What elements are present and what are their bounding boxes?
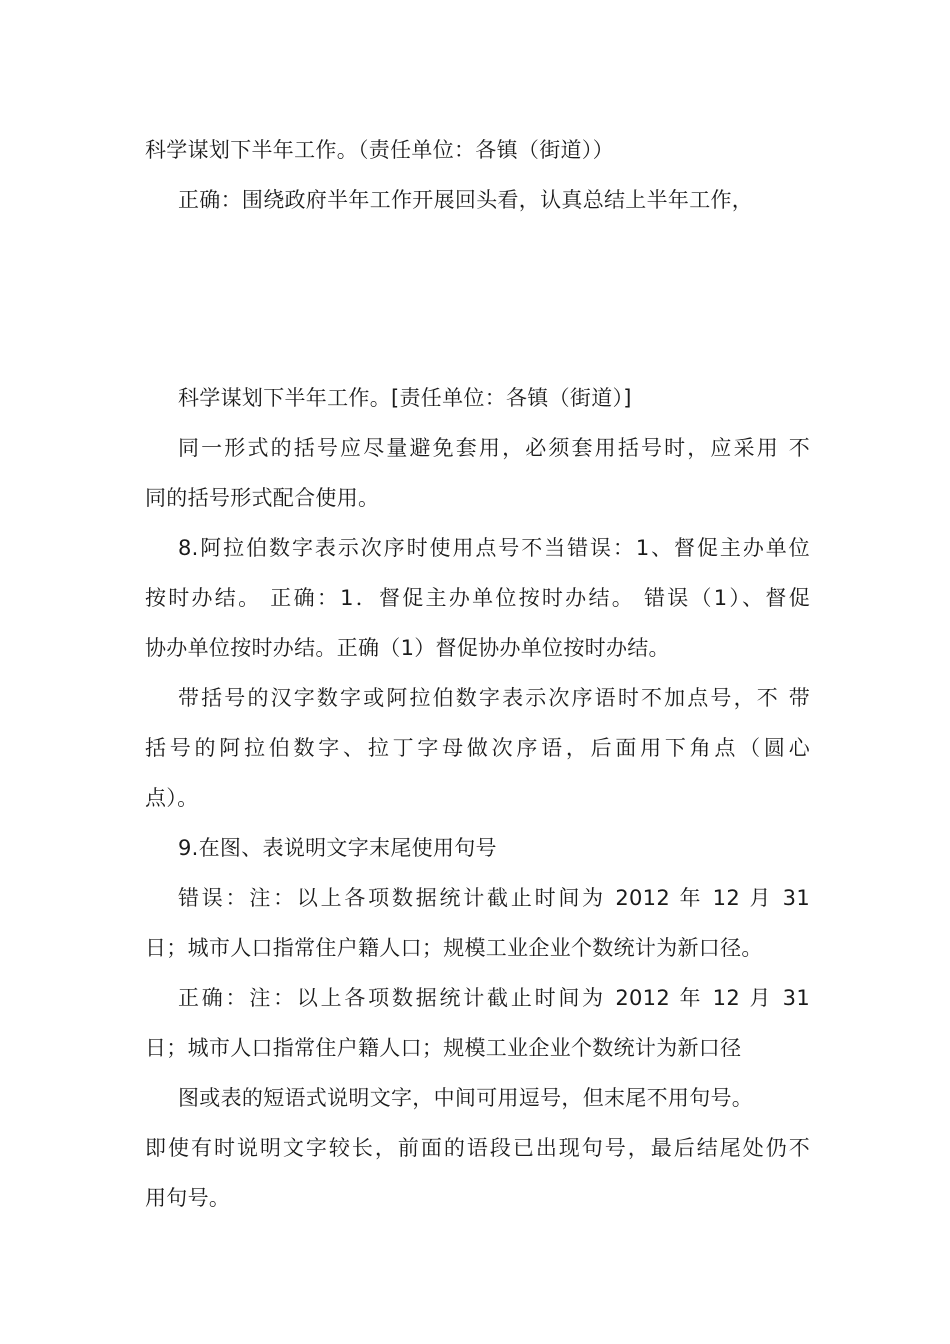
text-line: 同一形式的括号应尽量避免套用，必须套用括号时，应采用 不 [178, 436, 810, 460]
text-line: 带括号的汉字数字或阿拉伯数字表示次序语时不加点号，不 带 [178, 686, 810, 710]
text-line: 正确：围绕政府半年工作开展回头看，认真总结上半年工作， [178, 188, 754, 212]
text-line: 错误：注：以上各项数据统计截止时间为 2012 年 12 月 31 [178, 886, 810, 910]
text-line: 点）。 [145, 786, 199, 810]
text-line: 日；城市人口指常住户籍人口；规模工业企业个数统计为新口径 [145, 1036, 742, 1060]
text-line: 同的括号形式配合使用。 [145, 486, 380, 510]
text-line: 括号的阿拉伯数字、拉丁字母做次序语，后面用下角点（圆心 [145, 736, 810, 760]
text-line: 日；城市人口指常住户籍人口；规模工业企业个数统计为新口径。 [145, 936, 763, 960]
text-line: 用句号。 [145, 1186, 231, 1210]
text-line: 科学谋划下半年工作。（责任单位：各镇（街道）） [145, 138, 614, 162]
text-line: 即使有时说明文字较长，前面的语段已出现句号，最后结尾处仍不 [145, 1136, 810, 1160]
text-line: 8.阿拉伯数字表示次序时使用点号不当错误：1、督促主办单位 [178, 536, 810, 560]
text-line: 按时办结。 正确：1．督促主办单位按时办结。 错误（1）、督促 [145, 586, 810, 610]
text-line: 科学谋划下半年工作。[责任单位：各镇（街道）] [178, 386, 632, 410]
text-line: 正确：注：以上各项数据统计截止时间为 2012 年 12 月 31 [178, 986, 810, 1010]
section-heading: 9.在图、表说明文字末尾使用句号 [178, 836, 497, 860]
text-line: 协办单位按时办结。正确（1）督促协办单位按时办结。 [145, 636, 670, 660]
text-line: 图或表的短语式说明文字，中间可用逗号，但末尾不用句号。 [178, 1086, 754, 1110]
